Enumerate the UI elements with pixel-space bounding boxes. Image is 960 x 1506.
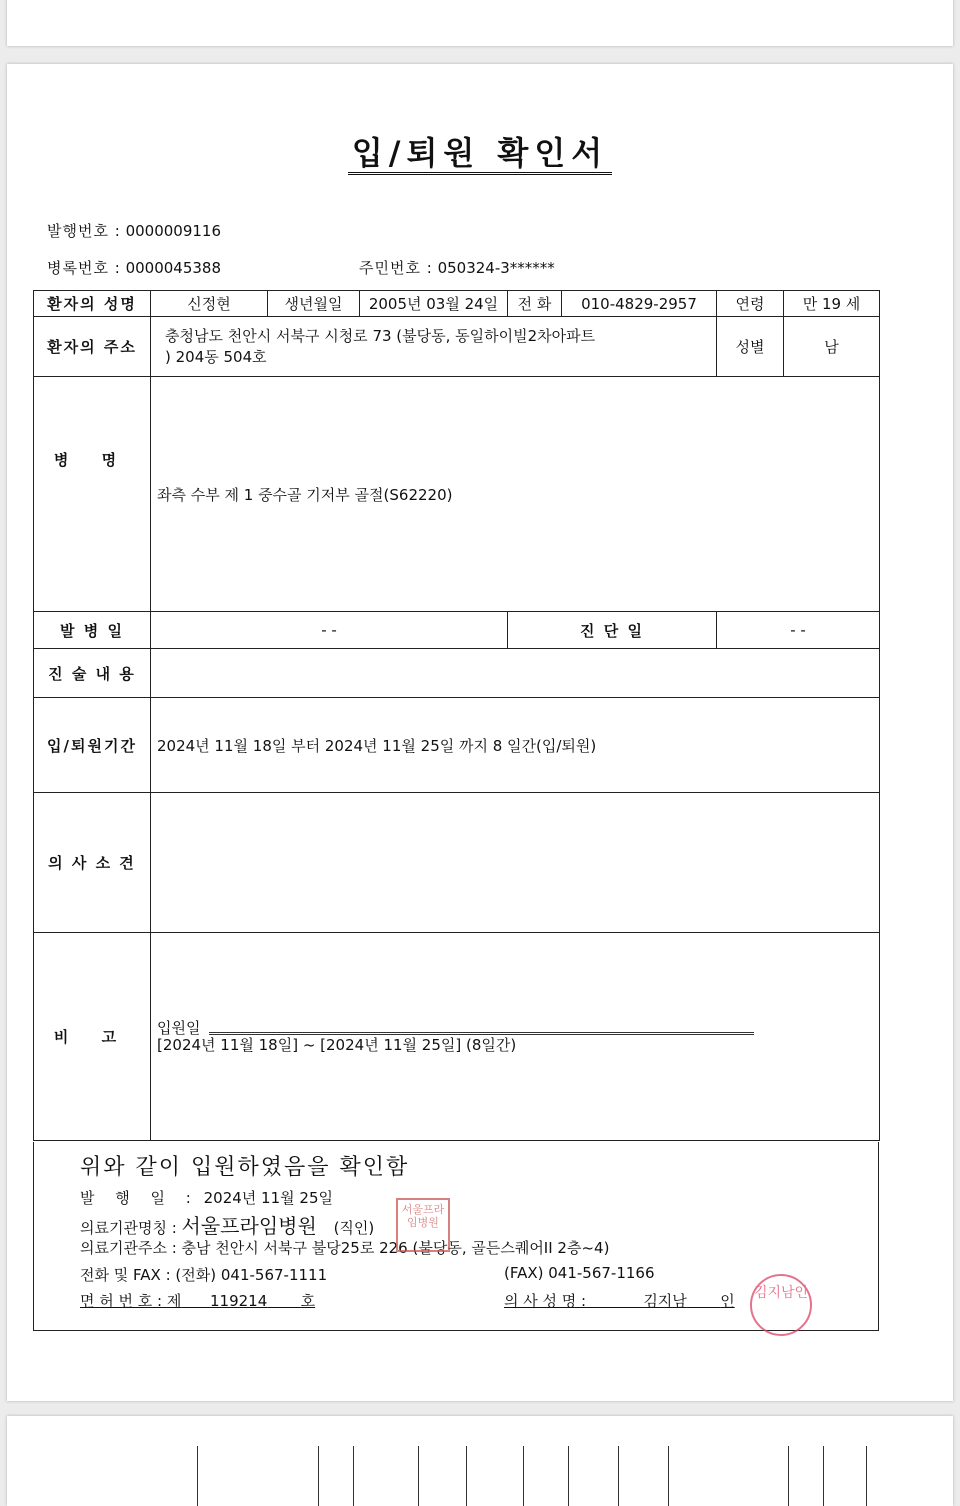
admission-period: 2024년 11월 18일 부터 2024년 11월 25일 까지 8 일간(입/퇴원) bbox=[151, 698, 880, 793]
next-page-table-fragment bbox=[197, 1446, 878, 1506]
document-title: 입/퇴원 확인서 bbox=[7, 128, 953, 174]
disease-name: 좌측 수부 제 1 중수골 기저부 골절(S62220) bbox=[151, 377, 880, 612]
doctor-opinion bbox=[151, 793, 880, 933]
resident-number: 주민번호 : 050324-3****** bbox=[359, 259, 555, 277]
phone-label: 전 화 bbox=[508, 291, 562, 317]
patient-name-label: 환자의 성명 bbox=[34, 291, 151, 317]
next-page bbox=[7, 1416, 953, 1506]
statement-label: 진 술 내 용 bbox=[34, 649, 151, 698]
statement bbox=[151, 649, 880, 698]
issue-number: 발행번호 : 0000009116 bbox=[47, 222, 222, 240]
sex-label: 성별 bbox=[717, 317, 784, 377]
fax-number: (FAX) 041-567-1166 bbox=[504, 1264, 655, 1282]
institution-address: 의료기관주소 : 충남 천안시 서북구 불당25로 226 (불당동, 골든스퀘어II 2층~4) bbox=[80, 1239, 610, 1257]
dob: 2005년 03월 24일 bbox=[360, 291, 508, 317]
sex: 남 bbox=[784, 317, 880, 377]
remarks: 입원일 [2024년 11월 18일] ~ [2024년 11월 25일] (8일간) bbox=[151, 933, 880, 1141]
phone: 010-4829-2957 bbox=[562, 291, 717, 317]
patient-name: 신정현 bbox=[151, 291, 268, 317]
onset-label: 발 병 일 bbox=[34, 612, 151, 649]
record-number: 병록번호 : 0000045388 bbox=[47, 259, 222, 277]
hospital-seal-stamp: 서울프라임병원 bbox=[396, 1198, 450, 1252]
age: 만 19 세 bbox=[784, 291, 880, 317]
diagnosis-label: 진 단 일 bbox=[508, 612, 717, 649]
disease-label: 병 명 bbox=[34, 377, 151, 612]
doctor-seal-stamp: 김지남인 bbox=[750, 1274, 812, 1336]
diagnosis-date: - - bbox=[717, 612, 880, 649]
issue-date: 발 행 일 : 2024년 11월 25일 bbox=[80, 1189, 333, 1207]
period-label: 입/퇴원기간 bbox=[34, 698, 151, 793]
onset-date: - - bbox=[151, 612, 508, 649]
document-page bbox=[7, 64, 953, 1401]
confirmation-section bbox=[33, 1142, 879, 1331]
remarks-label: 비 고 bbox=[34, 933, 151, 1141]
confirmation-statement: 위와 같이 입원하였음을 확인함 bbox=[80, 1155, 410, 1180]
doctor-name: 의 사 성 명 : 김지남 인 bbox=[504, 1292, 735, 1310]
license-number: 면 허 번 호 : 제 119214 호 bbox=[80, 1292, 316, 1310]
address: 충청남도 천안시 서북구 시청로 73 (불당동, 동일하이빌2차아파트 ) 204동 504호 bbox=[151, 317, 717, 377]
dob-label: 생년월일 bbox=[268, 291, 360, 317]
opinion-label: 의 사 소 견 bbox=[34, 793, 151, 933]
previous-page bbox=[7, 0, 953, 46]
institution-name: 의료기관명칭 : 서울프라임병원 (직인) bbox=[80, 1214, 375, 1238]
address-label: 환자의 주소 bbox=[34, 317, 151, 377]
age-label: 연령 bbox=[717, 291, 784, 317]
tel-fax: 전화 및 FAX : (전화) 041-567-1111 bbox=[80, 1266, 328, 1284]
patient-form-table bbox=[33, 290, 880, 1141]
